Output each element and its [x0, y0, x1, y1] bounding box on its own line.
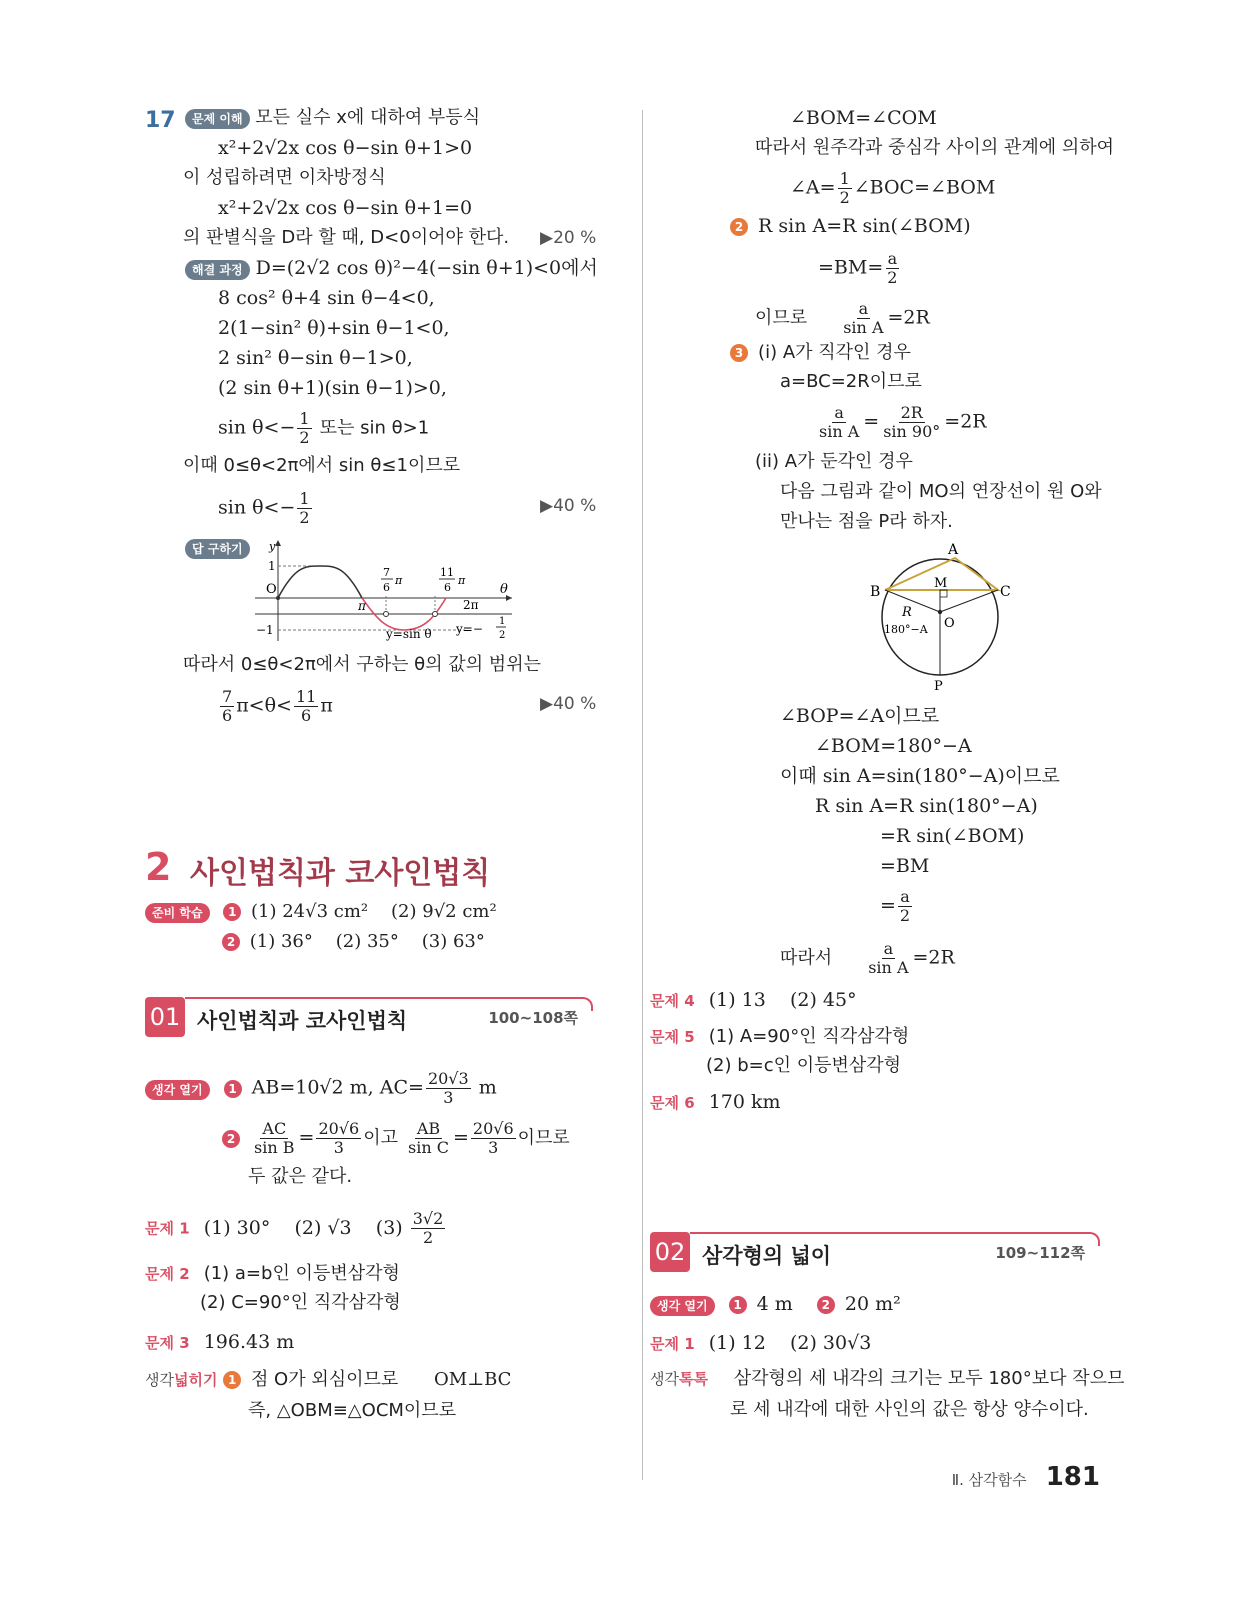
r4-line	[730, 214, 971, 238]
tok-2: 로 세 내각에 대한 사인의 값은 항상 양수이다.	[730, 1399, 1089, 1420]
expand-label-a: 생각	[145, 1371, 174, 1389]
d-expression-line	[185, 256, 598, 280]
prep-line-2	[222, 930, 485, 954]
badge-answer: 답 구하기	[185, 539, 250, 559]
numerator: 3√2	[412, 1209, 444, 1228]
equals: =	[298, 1126, 315, 1149]
unit01-header	[145, 997, 593, 1037]
chapter-label: Ⅱ. 삼각함수	[951, 1471, 1027, 1489]
one-label: 1	[268, 559, 276, 573]
r3-left: ∠A=	[790, 176, 836, 199]
problem17-intro-line	[185, 106, 480, 130]
label-6b: 6	[444, 581, 451, 594]
q5-line	[650, 1024, 909, 1049]
segment-co	[940, 590, 998, 612]
r12: 만나는 점을 P라 하자.	[780, 511, 953, 532]
unit01-number: 01	[145, 997, 185, 1037]
q4-answer: (1) 13 (2) 45°	[708, 989, 857, 1011]
origin-label: O	[266, 582, 277, 597]
circle-r7: 3	[730, 344, 748, 362]
page-number: 181	[1045, 1462, 1100, 1492]
page-footer	[952, 1462, 1100, 1492]
circle-2: 2	[222, 933, 240, 951]
unit02-title: 삼각형의 넓이	[702, 1244, 832, 1268]
q6-label: 문제 6	[650, 1094, 695, 1112]
open-2-end: 이므로	[517, 1127, 570, 1149]
d-expression: D=(2√2 cos θ)²−4(−sin θ+1)<0에서	[255, 257, 598, 279]
r17: =R sin(∠BOM)	[880, 825, 1025, 847]
prep-badge: 준비 학습	[145, 903, 210, 923]
section-number: 2	[145, 845, 172, 889]
step-4: (2 sin θ+1)(sin θ−1)>0,	[218, 377, 447, 399]
numerator: AB	[416, 1119, 441, 1138]
fraction-2R-sin90	[881, 404, 942, 441]
unit02-open-line	[650, 1292, 901, 1316]
fraction-ab-sinc	[406, 1120, 451, 1157]
r20-right: =2R	[912, 946, 955, 969]
circle-u2-1: 1	[729, 1296, 747, 1314]
label-pi-a: π	[395, 574, 403, 587]
curve-label: y=sin θ	[386, 627, 432, 641]
equals: =	[863, 410, 880, 433]
r10: (ii) A가 둔각인 경우	[755, 451, 913, 472]
open-2-line2: 두 값은 같다.	[248, 1166, 353, 1187]
unit02-number: 02	[650, 1232, 690, 1272]
quadratic-equation: x²+2√2x cos θ−sin θ+1=0	[218, 197, 473, 219]
r1: ∠BOM=∠COM	[790, 107, 937, 129]
step-5-right: 또는 sin θ>1	[319, 417, 430, 439]
label-P: P	[934, 679, 943, 692]
r11: 다음 그림과 같이 MO의 연장선이 원 O와	[780, 481, 1102, 502]
pi-label: π	[358, 599, 366, 613]
inequality: x²+2√2x cos θ−sin θ+1>0	[218, 137, 473, 159]
q6-answer: 170 km	[708, 1091, 781, 1113]
unit01-pages: 100~108쪽	[488, 1009, 578, 1027]
q3-label: 문제 3	[145, 1334, 190, 1352]
theta-label: θ	[500, 582, 508, 597]
r19-left: =	[880, 894, 896, 917]
numerator: 20√6	[318, 1119, 360, 1138]
open-2-mid: 이고	[363, 1127, 398, 1149]
prep-answer-2: (1) 36° (2) 35° (3) 63°	[249, 931, 485, 952]
open-badge: 생각 열기	[145, 1080, 210, 1100]
r16: R sin A=R sin(180°−A)	[815, 795, 1038, 817]
expand-label-b: 넓히기	[173, 1371, 218, 1389]
unit02-open-badge: 생각 열기	[650, 1296, 715, 1316]
denominator: sin A	[843, 318, 884, 337]
numerator: a	[834, 403, 844, 422]
numerator: 2R	[900, 403, 923, 422]
unit02-q1-label: 문제 1	[650, 1335, 695, 1353]
fraction-a-sinA-2	[817, 404, 861, 441]
denominator: 3	[443, 1088, 454, 1107]
label-7: 7	[383, 566, 390, 579]
circle-1: 1	[223, 903, 241, 921]
r18: =BM	[880, 855, 930, 877]
fraction-a-2-b	[898, 888, 912, 925]
denominator: 6	[222, 706, 233, 725]
center-point	[938, 610, 942, 614]
y-axis-arrow	[275, 540, 281, 546]
problem-number: 17	[145, 108, 176, 133]
minus-one-label: −1	[256, 623, 274, 637]
r9-right: =2R	[944, 410, 987, 433]
r20-left: 따라서	[780, 947, 833, 969]
step-5	[218, 410, 429, 447]
q1-line	[145, 1210, 447, 1247]
circle-expand-1: 1	[223, 1371, 241, 1389]
hline-den: 2	[499, 630, 506, 641]
r14: ∠BOM=180°−A	[815, 735, 972, 757]
fraction-11-6	[294, 688, 318, 725]
badge-solve: 해결 과정	[185, 260, 250, 280]
denominator: 2	[422, 1228, 434, 1247]
unit02-open-1: 4 m	[756, 1293, 793, 1315]
unit02-open-2: 20 m²	[844, 1293, 901, 1315]
denominator: 3	[488, 1138, 499, 1157]
percent-40-a: ▶40 %	[540, 496, 597, 516]
step-1: 8 cos² θ+4 sin θ−4<0,	[218, 287, 435, 309]
numerator: a	[858, 299, 869, 318]
expand-1b: OM⊥BC	[434, 1369, 512, 1390]
q2-answer-b: (2) C=90°인 직각삼각형	[200, 1292, 401, 1313]
hline-num: 1	[499, 616, 506, 627]
q2-label: 문제 2	[145, 1265, 190, 1283]
step-3: 2 sin² θ−sin θ−1>0,	[218, 347, 413, 369]
tok-line-1	[650, 1367, 1124, 1391]
denominator: sin C	[408, 1138, 449, 1157]
denominator: 2	[887, 268, 898, 287]
expand-1: 점 O가 외심이므로	[250, 1369, 399, 1390]
range-intro: 따라서 0≤θ<2π에서 구하는 θ의 값의 범위는	[183, 654, 541, 675]
r19	[880, 888, 914, 925]
q1-label: 문제 1	[145, 1219, 190, 1238]
discriminant-text: 의 판별식을 D라 할 때, D<0이어야 한다.	[183, 227, 510, 248]
denominator: 3	[333, 1138, 344, 1157]
percent-20: ▶20 %	[540, 228, 597, 248]
denominator: 2	[839, 188, 850, 207]
label-A: A	[948, 542, 959, 558]
label-pi-b: π	[458, 574, 466, 587]
fraction-half	[297, 410, 311, 447]
q3-answer: 196.43 m	[203, 1331, 295, 1353]
r6-left: 이므로	[755, 307, 808, 329]
numerator: AC	[262, 1119, 287, 1138]
tok-label-b: 톡톡	[678, 1370, 708, 1388]
right-angle-mark	[940, 590, 947, 597]
r20	[780, 940, 955, 977]
fraction-7-6	[220, 688, 234, 725]
q4-line	[650, 988, 857, 1013]
y-label: y	[269, 540, 276, 553]
r3-right: ∠BOC=∠BOM	[853, 176, 996, 199]
r13: ∠BOP=∠A이므로	[780, 705, 940, 727]
need-text: 이 성립하려면 이차방정식	[183, 167, 386, 188]
label-B: B	[870, 584, 881, 600]
label-C: C	[1000, 584, 1011, 600]
badge-understand: 문제 이해	[185, 109, 250, 129]
fraction-a-sinA	[841, 300, 885, 337]
r4: R sin A=R sin(∠BOM)	[758, 215, 971, 237]
q2-line	[145, 1261, 400, 1286]
circle-u2-2: 2	[817, 1296, 835, 1314]
r7: (i) A가 직각인 경우	[758, 342, 911, 363]
q1-answer: (1) 30° (2) √3 (3)	[203, 1216, 403, 1239]
range-end: π	[320, 694, 333, 717]
q3-line	[145, 1330, 294, 1355]
r2: 따라서 원주각과 중심각 사이의 관계에 의하여	[755, 137, 1114, 158]
step-2: 2(1−sin² θ)+sin θ−1<0,	[218, 317, 450, 339]
numerator: 1	[299, 409, 310, 428]
numerator: 11	[295, 687, 317, 706]
numerator: a	[883, 939, 894, 958]
numerator: a	[900, 887, 910, 906]
denominator: sin 90°	[883, 422, 941, 441]
numerator: 1	[839, 169, 850, 188]
denominator: 2	[299, 508, 310, 527]
open-line-1	[145, 1070, 497, 1107]
section-title: 사인법칙과 코사인법칙	[190, 856, 491, 891]
r8: a=BC=2R이므로	[780, 371, 922, 392]
label-6a: 6	[383, 581, 390, 594]
q2-answer-a: (1) a=b인 이등변삼각형	[203, 1263, 400, 1284]
step-5-left: sin θ<−	[218, 416, 296, 439]
circle-r4: 2	[730, 218, 748, 236]
fraction-3r2-2	[411, 1210, 446, 1247]
fraction-20r6-3-b	[471, 1120, 516, 1157]
unit02-pages: 109~112쪽	[995, 1244, 1085, 1262]
numerator: 20√3	[427, 1069, 469, 1088]
range-answer	[218, 688, 333, 725]
q5-answer-b: (2) b=c인 이등변삼각형	[706, 1055, 902, 1076]
since-text: 이때 0≤θ<2π에서 sin θ≤1이므로	[183, 455, 461, 476]
prep-line-1	[145, 900, 497, 924]
fraction-half-2	[297, 490, 311, 527]
r7-line	[730, 340, 911, 365]
fraction-a-sinA-3	[866, 940, 910, 977]
point-11pi6	[433, 612, 438, 617]
numerator: 20√6	[472, 1119, 514, 1138]
two-pi-label: 2π	[463, 598, 479, 612]
segment-bo	[885, 590, 940, 612]
r6-right: =2R	[887, 306, 930, 329]
percent-40-b: ▶40 %	[540, 694, 597, 714]
circle-figure	[860, 540, 1020, 692]
open-1-text: AB=10√2 m, AC=	[251, 1076, 424, 1099]
label-O: O	[944, 616, 955, 631]
column-divider	[642, 110, 643, 1480]
denominator: 2	[899, 906, 911, 925]
denominator: 6	[301, 706, 312, 725]
r5	[818, 250, 901, 287]
expand-2: 즉, △OBM≡△OCM이므로	[248, 1400, 457, 1421]
open-line-2	[222, 1120, 570, 1157]
unit01-title: 사인법칙과 코사인법칙	[197, 1009, 408, 1033]
label-angle: 180°−A	[884, 623, 928, 636]
expand-line-1	[145, 1368, 511, 1392]
sine-curve-positive	[278, 566, 362, 598]
equals: =	[452, 1126, 469, 1149]
numerator: 1	[299, 489, 310, 508]
label-11: 11	[440, 566, 454, 579]
hline-label: y=−	[456, 622, 483, 636]
point-7pi6	[384, 612, 389, 617]
fraction-a-2	[885, 250, 899, 287]
problem17-intro: 모든 실수 x에 대하여 부등식	[255, 107, 481, 128]
denominator: sin A	[819, 422, 860, 441]
fraction-ac-sinb	[252, 1120, 296, 1157]
label-R: R	[902, 605, 912, 620]
sine-graph	[250, 536, 520, 646]
r15: 이때 sin A=sin(180°−A)이므로	[780, 765, 1060, 787]
fraction-20r3-3	[426, 1070, 471, 1107]
open-1-unit: m	[478, 1076, 497, 1099]
circle-open-2: 2	[222, 1130, 240, 1148]
tok-1: 삼각형의 세 내각의 크기는 모두 180°보다 작으므	[733, 1368, 1125, 1389]
unit02-q1-line	[650, 1331, 871, 1356]
prep-answer-1: (1) 24√3 cm² (2) 9√2 cm²	[251, 901, 497, 922]
tok-label-a: 생각	[650, 1370, 679, 1388]
r9	[815, 404, 987, 441]
result-left: sin θ<−	[218, 496, 296, 519]
unit02-header	[650, 1232, 1100, 1272]
denominator: 2	[299, 428, 310, 447]
r6	[755, 300, 930, 337]
denominator: sin B	[254, 1138, 295, 1157]
q4-label: 문제 4	[650, 992, 695, 1010]
denominator: sin A	[868, 958, 909, 977]
result-line	[218, 490, 314, 527]
answer-badge-line	[185, 535, 250, 559]
unit02-q1-answer: (1) 12 (2) 30√3	[708, 1332, 872, 1354]
q5-answer-a: (1) A=90°인 직각삼각형	[708, 1026, 910, 1047]
numerator: 7	[222, 687, 233, 706]
fraction-20r6-3-a	[316, 1120, 361, 1157]
r3	[790, 170, 995, 207]
range-mid: π<θ<	[236, 694, 292, 717]
q5-label: 문제 5	[650, 1028, 695, 1046]
label-M: M	[934, 576, 948, 591]
r5-left: =BM=	[818, 256, 884, 279]
circle-open-1: 1	[224, 1080, 242, 1098]
q6-line	[650, 1090, 781, 1115]
numerator: a	[887, 249, 898, 268]
fraction-half-r3	[838, 170, 852, 207]
